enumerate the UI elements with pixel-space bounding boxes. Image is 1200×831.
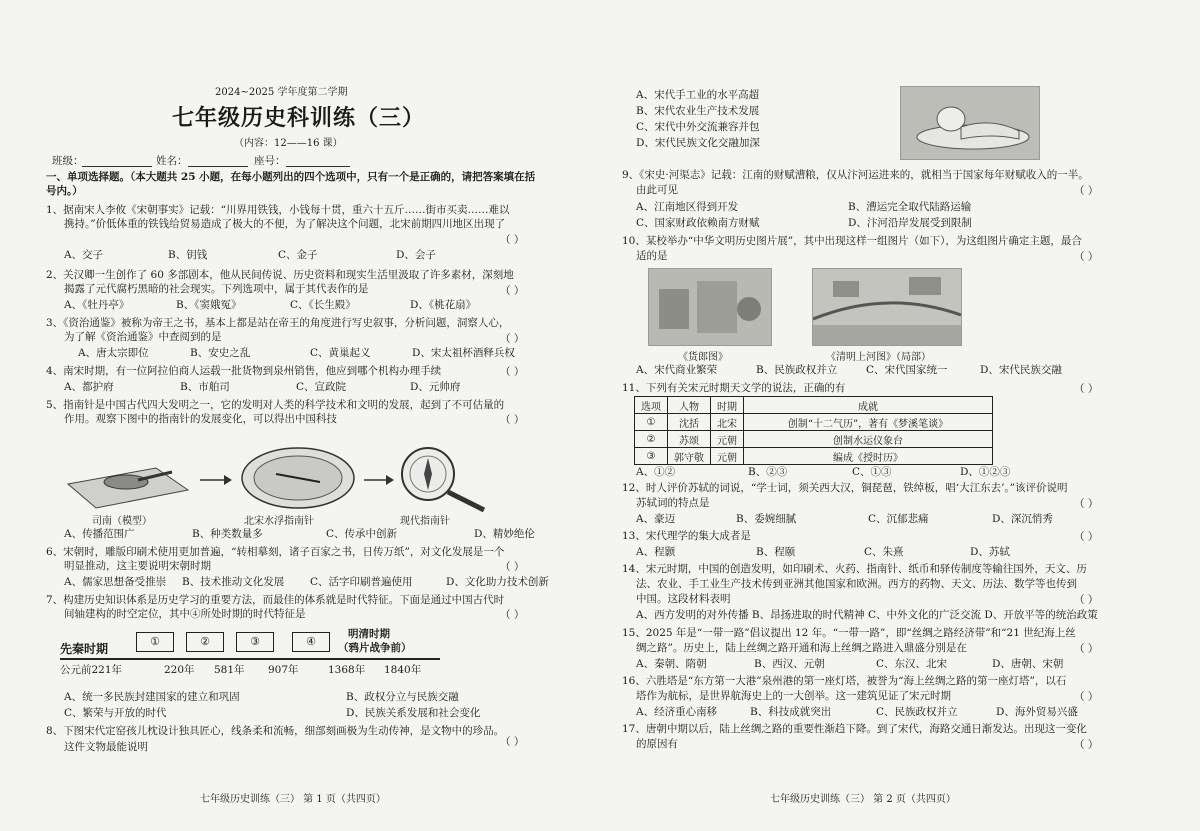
q9-option-b[interactable]: B、漕运完全取代陆路运输: [848, 201, 972, 213]
q6-option-a[interactable]: A、儒家思想备受推崇: [64, 576, 167, 588]
q16-option-d[interactable]: D、海外贸易兴盛: [996, 706, 1078, 718]
q1-option-d[interactable]: D、会子: [396, 249, 436, 261]
table-cell: 创制“十二气历”，著有《梦溪笔谈》: [744, 414, 993, 431]
q10-text: 10、某校举办“中华文明历史图片展”，其中出现这样一组图片（如下），为这组图片确定主题，最合: [622, 235, 1082, 247]
q11-option-b[interactable]: B、②③: [748, 466, 788, 478]
timeline-end-label: 明清时期: [348, 628, 390, 640]
table-row: [635, 414, 993, 431]
q3-answer-slot[interactable]: （ ）: [500, 333, 525, 345]
q7-option-c[interactable]: C、繁荣与开放的时代: [64, 707, 167, 719]
q4-option-d[interactable]: D、元帅府: [410, 381, 461, 393]
q5-caption-1: 司南（模型）: [92, 516, 152, 527]
q13-answer-slot[interactable]: （ ）: [1074, 531, 1099, 543]
q11-answer-slot[interactable]: （ ）: [1074, 383, 1099, 395]
q10-caption-2: 《清明上河图》（局部）: [826, 352, 931, 363]
q10-option-b[interactable]: B、民族政权并立: [756, 364, 838, 376]
q15-answer-slot[interactable]: （ ）: [1074, 643, 1099, 655]
q10-option-a[interactable]: A、宋代商业繁荣: [636, 364, 718, 376]
right-footer: 七年级历史训练（三） 第 2 页（共四页）: [770, 794, 956, 805]
q1-text-2: 携持。”价低体重的铁钱给贸易造成了极大的不便，为了解决这个问题，北宋前期四川地区出现了: [64, 218, 506, 230]
q8-text: 8、下图宋代定窑孩儿枕设计独具匠心，线条柔和流畅，细部刻画极为生动传神，是文物中的珍品。: [46, 725, 505, 737]
section-instructions: 一、单项选择题。（本大题共 25 小题，在每小题列出的四个选项中，只有一个是正确的，请把答案填在括: [46, 171, 536, 183]
section-instructions-2: 号内。）: [46, 185, 83, 197]
q11-table: [634, 396, 993, 465]
sinan-spoon-image: [68, 468, 188, 508]
q8-option-b[interactable]: B、宋代农业生产技术发展: [636, 105, 760, 117]
q16-option-a[interactable]: A、经济重心南移: [636, 706, 718, 718]
q11-option-a[interactable]: A、①②: [636, 466, 676, 478]
left-footer: 七年级历史训练（三） 第 1 页（共四页）: [200, 794, 386, 805]
q15-option-b[interactable]: B、西汉、元朝: [754, 658, 825, 670]
timeline-date: 1840年: [384, 664, 422, 676]
q1-answer-slot[interactable]: （ ）: [500, 234, 525, 246]
q12-option-b[interactable]: B、委婉细腻: [736, 513, 797, 525]
class-label: 班级：: [52, 155, 84, 167]
table-cell: 创制水运仪象台: [744, 431, 993, 448]
q1-option-b[interactable]: B、钥钱: [168, 249, 208, 261]
modern-compass-image: [402, 448, 484, 510]
q17-text-2: 的原因有: [636, 738, 678, 750]
q6-option-c[interactable]: C、活字印刷普遍使用: [310, 576, 413, 588]
q1-text: 1、据南宋人李攸《宋朝事实》记载：“川界用铁钱，小钱每十贯，重六十五斤……街市买卖……难以: [46, 204, 510, 216]
q6-text-2: 明显推动，这主要说明宋朝时期: [64, 560, 211, 572]
timeline-date: 1368年: [328, 664, 366, 676]
seat-field[interactable]: [286, 166, 350, 167]
q4-answer-slot[interactable]: （ ）: [500, 366, 525, 378]
q5-text: 5、指南针是中国古代四大发明之一，它的发明对人类的科学技术和文明的发展，起到了不可估量的: [46, 399, 505, 411]
name-field[interactable]: [188, 166, 248, 167]
q13-option-c[interactable]: C、朱熹: [864, 546, 904, 558]
timeline-end-note: （鸦片战争前）: [338, 642, 412, 654]
table-cell: ②: [635, 431, 668, 448]
timeline-box-4: ④: [292, 632, 330, 652]
table-cell: ③: [635, 448, 668, 465]
table-header-cell: 人物: [668, 397, 711, 414]
q14-text-2: 法、农业、手工业生产技术传到亚洲其他国家和欧洲。西方的药物、天文、历法、数学等也传到: [636, 578, 1077, 590]
q10-caption-1: 《货郎图》: [678, 352, 728, 363]
q12-answer-slot[interactable]: （ ）: [1074, 498, 1099, 510]
q5-option-a[interactable]: A、传播范围广: [64, 528, 135, 540]
right-page: [600, 0, 1200, 831]
q12-option-d[interactable]: D、深沉悄秀: [992, 513, 1053, 525]
term-label: 2024~2025 学年度第二学期: [215, 87, 348, 98]
q2-answer-slot[interactable]: （ ）: [500, 285, 525, 297]
q5-option-b[interactable]: B、种类数量多: [192, 528, 263, 540]
timeline-box-1: ①: [136, 632, 174, 652]
q5-answer-slot[interactable]: （ ）: [500, 414, 525, 426]
timeline-start-label: 先秦时期: [60, 642, 109, 656]
table-cell: 元朝: [711, 448, 744, 465]
arrow-icon: [200, 475, 232, 485]
name-label: 姓名：: [156, 155, 188, 167]
q12-option-a[interactable]: A、豪迈: [636, 513, 676, 525]
q6-answer-slot[interactable]: （ ）: [500, 561, 525, 573]
q14-text: 14、宋元时期，中国的创造发明，如印刷术、火药、指南针、纸币和驿传制度等输往国外，天文、历: [622, 563, 1087, 575]
q11-option-d[interactable]: D、①②③: [960, 466, 1011, 478]
q13-text: 13、宋代理学的集大成者是: [622, 530, 751, 542]
q16-option-b[interactable]: B、科技成就突出: [750, 706, 832, 718]
q8-option-a[interactable]: A、宋代手工业的水平高超: [636, 89, 760, 101]
table-row: [635, 448, 993, 465]
content-scope: （内容：12——16 课）: [234, 138, 343, 149]
q7-text: 7、构建历史知识体系是历史学习的重要方法，而最佳的体系就是时代特征。下面是通过中国古代时: [46, 594, 505, 606]
q5-text-2: 作用。观察下图中的指南针的发展变化，可以得出中国科技: [64, 413, 337, 425]
q11-text: 11、下列有关宋元时期天文学的说法，正确的有: [622, 382, 846, 394]
table-row: [635, 431, 993, 448]
q9-option-d[interactable]: D、汴河沿岸发展受到限制: [848, 217, 972, 229]
q4-text: 4、南宋时期，有一位阿拉伯商人运载一批货物到泉州销售，他应到哪个机构办理手续: [46, 365, 442, 377]
q10-option-c[interactable]: C、宋代国家统一: [866, 364, 948, 376]
q9-option-a[interactable]: A、江南地区得到开发: [636, 201, 739, 213]
huolang-painting-image: [648, 268, 772, 346]
q2-option-d[interactable]: D、《桃花扇》: [410, 299, 477, 311]
timeline-date: 581年: [214, 664, 245, 676]
table-header-cell: 时期: [711, 397, 744, 414]
q9-option-c[interactable]: C、国家财政依赖南方财赋: [636, 217, 760, 229]
q7-option-a[interactable]: A、统一多民族封建国家的建立和巩固: [64, 691, 240, 703]
table-cell: 沈括: [668, 414, 711, 431]
q8-option-d[interactable]: D、宋代民族文化交融加深: [636, 137, 760, 149]
q3-text-2: 为了解《资治通鉴》中查阅到的是: [64, 331, 222, 343]
q10-text-2: 适的是: [636, 250, 668, 262]
q4-option-b[interactable]: B、市舶司: [180, 381, 230, 393]
q16-text: 16、六胜塔是“东方第一大港”泉州港的第一座灯塔，被誉为“海上丝绸之路的第一座灯塔”，以石: [622, 675, 1067, 687]
q13-option-d[interactable]: D、苏轼: [970, 546, 1010, 558]
q8-option-c[interactable]: C、宋代中外交流兼容并包: [636, 121, 760, 133]
table-cell: 苏颂: [668, 431, 711, 448]
q7-text-2: 间轴建构的时空定位，其中④所处时期的时代特征是: [64, 608, 306, 620]
q10-option-d[interactable]: D、宋代民族交融: [980, 364, 1062, 376]
qingming-painting-image: [812, 268, 962, 346]
q14-text-3: 中国。这段材料表明: [636, 593, 731, 605]
q5-option-d[interactable]: D、精妙绝伦: [474, 528, 535, 540]
timeline-date: 220年: [164, 664, 195, 676]
table-cell: ①: [635, 414, 668, 431]
q2-text-2: 揭露了元代腐朽黑暗的社会现实。下列选项中，属于其代表作的是: [64, 283, 369, 295]
table-header-cell: 选项: [635, 397, 668, 414]
q10-answer-slot[interactable]: （ ）: [1074, 251, 1099, 263]
q2-option-b[interactable]: B、《窦娥冤》: [176, 299, 242, 311]
q5-caption-2: 北宋水浮指南针: [244, 516, 314, 527]
table-header-cell: 成就: [744, 397, 993, 414]
q16-option-c[interactable]: C、民族政权并立: [876, 706, 958, 718]
arrow-icon: [364, 475, 394, 485]
q11-option-c[interactable]: C、①③: [852, 466, 892, 478]
class-field[interactable]: [82, 166, 152, 167]
q17-answer-slot[interactable]: （ ）: [1074, 739, 1099, 751]
q5-caption-3: 现代指南针: [400, 516, 450, 527]
table-cell: 郭守敬: [668, 448, 711, 465]
water-compass-image: [242, 448, 354, 508]
seat-label: 座号：: [254, 155, 286, 167]
q16-answer-slot[interactable]: （ ）: [1074, 691, 1099, 703]
q3-option-b[interactable]: B、安史之乱: [190, 347, 251, 359]
table-cell: 北宋: [711, 414, 744, 431]
timeline-box-2: ②: [186, 632, 224, 652]
q14-answer-slot[interactable]: （ ）: [1074, 594, 1099, 606]
q13-option-a[interactable]: A、程颢: [636, 546, 676, 558]
q2-option-c[interactable]: C、《长生殿》: [290, 299, 356, 311]
q6-option-b[interactable]: B、技术推动文化发展: [182, 576, 285, 588]
q9-answer-slot[interactable]: （ ）: [1074, 185, 1099, 197]
page-title: 七年级历史科训练（三）: [172, 105, 426, 131]
q15-option-d[interactable]: D、唐朝、宋朝: [992, 658, 1064, 670]
q12-text: 12、时人评价苏轼的词说，“学士词，须关西大汉，铜琵琶，铁绰板，唱‘大江东去’。”该评价说明: [622, 482, 1068, 494]
q5-option-c[interactable]: C、传承中创新: [326, 528, 398, 540]
timeline-date: 公元前221年: [60, 664, 123, 676]
q2-option-a[interactable]: A、《牡丹亭》: [64, 299, 130, 311]
q2-text: 2、关汉卿一生创作了 60 多部剧本，他从民间传说、历史资料和现实生活里汲取了许多素材，深刻地: [46, 269, 514, 281]
q8-answer-slot[interactable]: （ ）: [500, 736, 525, 748]
child-pillow-image: [900, 86, 1040, 160]
timeline-date: 907年: [268, 664, 299, 676]
q7-option-b[interactable]: B、政权分立与民族交融: [346, 691, 459, 703]
q12-option-c[interactable]: C、沉郁悲痛: [868, 513, 929, 525]
q15-text-2: 绸之路”。历史上，陆上丝绸之路开通和海上丝绸之路进入鼎盛分别是在: [636, 642, 967, 654]
q13-option-b[interactable]: B、程颐: [756, 546, 796, 558]
q16-text-2: 塔作为航标，是世界航海史上的一大创举。这一建筑见证了宋元时期: [636, 690, 951, 702]
q3-option-d[interactable]: D、宋太祖杯酒释兵权: [412, 347, 515, 359]
q9-text-2: 由此可见: [636, 184, 678, 196]
table-header-row: [635, 397, 993, 414]
q15-text: 15、2025 年是“一带一路”倡议提出 12 年。“一带一路”，即“丝绸之路经济带”和“21 世纪海上丝: [622, 627, 1076, 639]
q4-option-c[interactable]: C、宣政院: [296, 381, 347, 393]
q6-option-d[interactable]: D、文化助力技术创新: [446, 576, 549, 588]
q1-option-a[interactable]: A、交子: [64, 249, 104, 261]
q7-answer-slot[interactable]: （ ）: [500, 609, 525, 621]
q14-options[interactable]: A、西方发明的对外传播 B、昂扬进取的时代精神 C、中外文化的广泛交流 D、开放平等的统治政策: [636, 609, 1098, 621]
q8-text-2: 这件文物最能说明: [64, 741, 148, 753]
q7-option-d[interactable]: D、民族关系发展和社会变化: [346, 707, 481, 719]
q3-option-c[interactable]: C、黄巢起义: [310, 347, 371, 359]
timeline-box-3: ③: [236, 632, 274, 652]
table-cell: 元朝: [711, 431, 744, 448]
q15-option-a[interactable]: A、秦朝、隋朝: [636, 658, 707, 670]
timeline-axis: [60, 658, 440, 660]
q3-text: 3、《资治通鉴》被称为帝王之书，基本上都是站在帝王的角度进行写史叙事，分析问题，洞察人心，: [46, 317, 510, 329]
table-cell: 编成《授时历》: [744, 448, 993, 465]
q1-option-c[interactable]: C、金子: [278, 249, 318, 261]
q4-option-a[interactable]: A、都护府: [64, 381, 114, 393]
q15-option-c[interactable]: C、东汉、北宋: [876, 658, 948, 670]
q6-text: 6、宋朝时，雕版印刷术使用更加普遍，“转相摹刻，诸子百家之书，日传万纸”，对文化发展是一个: [46, 546, 505, 558]
q9-text: 9、《宋史·河渠志》记载：江南的财赋漕粮，仅从汴河运进来的，就相当于国家每年财赋收入的一半。: [622, 169, 1089, 181]
q3-option-a[interactable]: A、唐太宗即位: [78, 347, 149, 359]
q5-compass-figure: [60, 438, 560, 514]
q12-text-2: 苏轼词的特点是: [636, 497, 710, 509]
q17-text: 17、唐朝中期以后，陆上丝绸之路的重要性渐趋下降。到了宋代，海路交通日渐发达。出现这一变化: [622, 723, 1087, 735]
